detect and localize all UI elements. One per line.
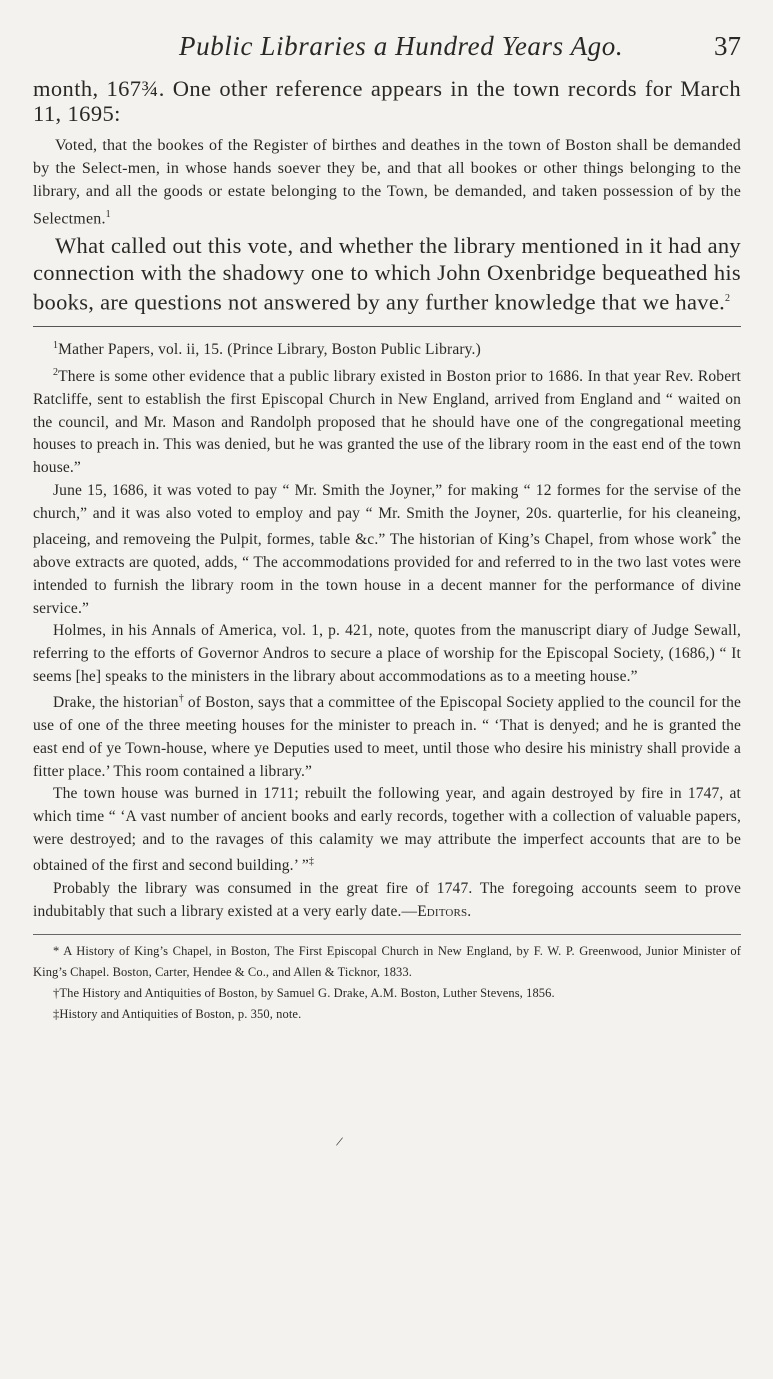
footnote-2-para-2 — [33, 480, 741, 620]
sub-footnote-marker: * — [53, 943, 60, 958]
lead-paragraph: month, 167¾. One other reference appears in the town records for March 11, 1695: — [33, 76, 741, 126]
footnote-2-para-5 — [33, 783, 741, 878]
page — [33, 28, 741, 1025]
sub-footnote-marker: † — [53, 985, 60, 1000]
page-header — [33, 28, 741, 64]
footnote-text: the above extracts are quoted, adds, “ The accommodations provided for and referred to in the two last votes were intended to furnish the library room in the town house in a decent manner for the performance of divine service.” — [33, 531, 741, 617]
footnote-text: Holmes, in his Annals of America, vol. 1, p. 421, note, quotes from the manuscript diary of Judge Sewall, referring to the efforts of Governor Andros to secure a place of worship for the Episcopal Society, (1686,) “ It seems [he] speaks to the ministers in the library about accommodations as to a meeting house.” — [33, 622, 741, 685]
footnote-ref-1: 1 — [105, 209, 111, 220]
footnote-rule — [33, 326, 741, 327]
sub-footnote-double-dagger — [33, 1004, 741, 1025]
sub-footnote-ref-double-dagger: ‡ — [308, 856, 315, 868]
body-paragraph — [33, 233, 741, 316]
footnote-text: of Boston, says that a committee of the Episcopal Society applied to the council for the use of one of the three meeting houses for the minister to preach in. “ ‘That is denyed; and he is granted the east end of ye Town-house, where ye Deputies used to meet, until those who desire his ministry shall provide a fitter place.’ This room contained a library.” — [33, 694, 742, 780]
footnote-marker: 2 — [53, 367, 59, 379]
sub-footnote-text: History and Antiquities of Boston, p. 350, note. — [59, 1006, 302, 1021]
footnote-text: The town house was burned in 1711; rebuilt the following year, and again destroyed by fire in 1747, at which time “ ‘A vast number of ancient books and early records, together with a collection of valuable papers, were destroyed; and to the ravages of this calamity we may attribute the imperfect accounts that are to be obtained of the first and second building.’ ” — [33, 785, 741, 875]
footnote-marker: 1 — [53, 340, 59, 352]
body-text: What called out this vote, and whether the library mentioned in it had any connection with the shadowy one to which John Oxenbridge bequeathed his books, are questions not answered by any further knowledge that we have. — [33, 233, 741, 315]
footnote-text: June 15, 1686, it was voted to pay “ Mr. Smith the Joyner,” for making “ 12 formes for the servise of the church,” and it was also voted to employ and pay “ Mr. Smith the Joyner, 20s. quarterlie, for his cleaneing, placeing, and removeing the Pulpit, formes, table &c.” The historian of King’s Chapel, from whose work — [33, 481, 741, 549]
footnote-text: Probably the library was consumed in the great fire of 1747. The foregoing accounts seem to prove indubitably that such a library existed at a very early date.— — [33, 880, 741, 920]
footnote-2-para-1 — [33, 362, 741, 480]
footnote-2-para-4 — [33, 688, 741, 783]
footnote-2-para-3 — [33, 620, 741, 688]
stray-ink-mark: / — [334, 1134, 344, 1151]
footnote-ref-2: 2 — [725, 293, 731, 305]
sub-footnote-star — [33, 941, 741, 983]
sub-footnote-ref-star: * — [711, 530, 717, 542]
running-head: Public Libraries a Hundred Years Ago. — [179, 31, 624, 61]
quoted-vote — [33, 134, 741, 230]
sub-footnote-dagger — [33, 983, 741, 1004]
sub-footnote-marker: ‡ — [53, 1006, 60, 1021]
sub-footnote-text: The History and Antiquities of Boston, by Samuel G. Drake, A.M. Boston, Luther Stevens, 1856. — [59, 985, 555, 1000]
page-number: 37 — [714, 31, 741, 61]
sub-footnote-text: A History of King’s Chapel, in Boston, The First Episcopal Church in New England, by F. W. P. Greenwood, Junior Minister of King’s Chapel. Boston, Carter, Hendee & Co., and Allen & Ticknor, 1833. — [33, 943, 742, 979]
sub-footnote-ref-dagger: † — [178, 693, 184, 705]
footnote-text: Drake, the historian — [53, 694, 179, 712]
footnote-text: Mather Papers, vol. ii, 15. (Prince Library, Boston Public Library.) — [58, 341, 481, 359]
sub-footnote-rule — [33, 934, 741, 935]
footnote-text: There is some other evidence that a public library existed in Boston prior to 1686. In that year Rev. Robert Ratcliffe, sent to establish the first Episcopal Church in New England, arrived from England and “ waited on the council, and Mr. Mason and Randolph proposed that he should have one of the congregational meeting houses to preach in. This was denied, but he was granted the use of the library room in the east end of the town house.” — [33, 368, 741, 477]
footnote-2-para-6 — [33, 878, 741, 923]
vote-text: Voted, that the bookes of the Register of birthes and deathes in the town of Boston shall be demanded by the Select-men, in whose hands soever they be, and that all bookes or other things belonging to the library, and all the goods or estate belonging to the Town, be demanded, and taken possession of by the Selectmen. — [33, 137, 741, 228]
footnote-1 — [33, 335, 741, 362]
editors-signature: Editors. — [417, 902, 472, 920]
